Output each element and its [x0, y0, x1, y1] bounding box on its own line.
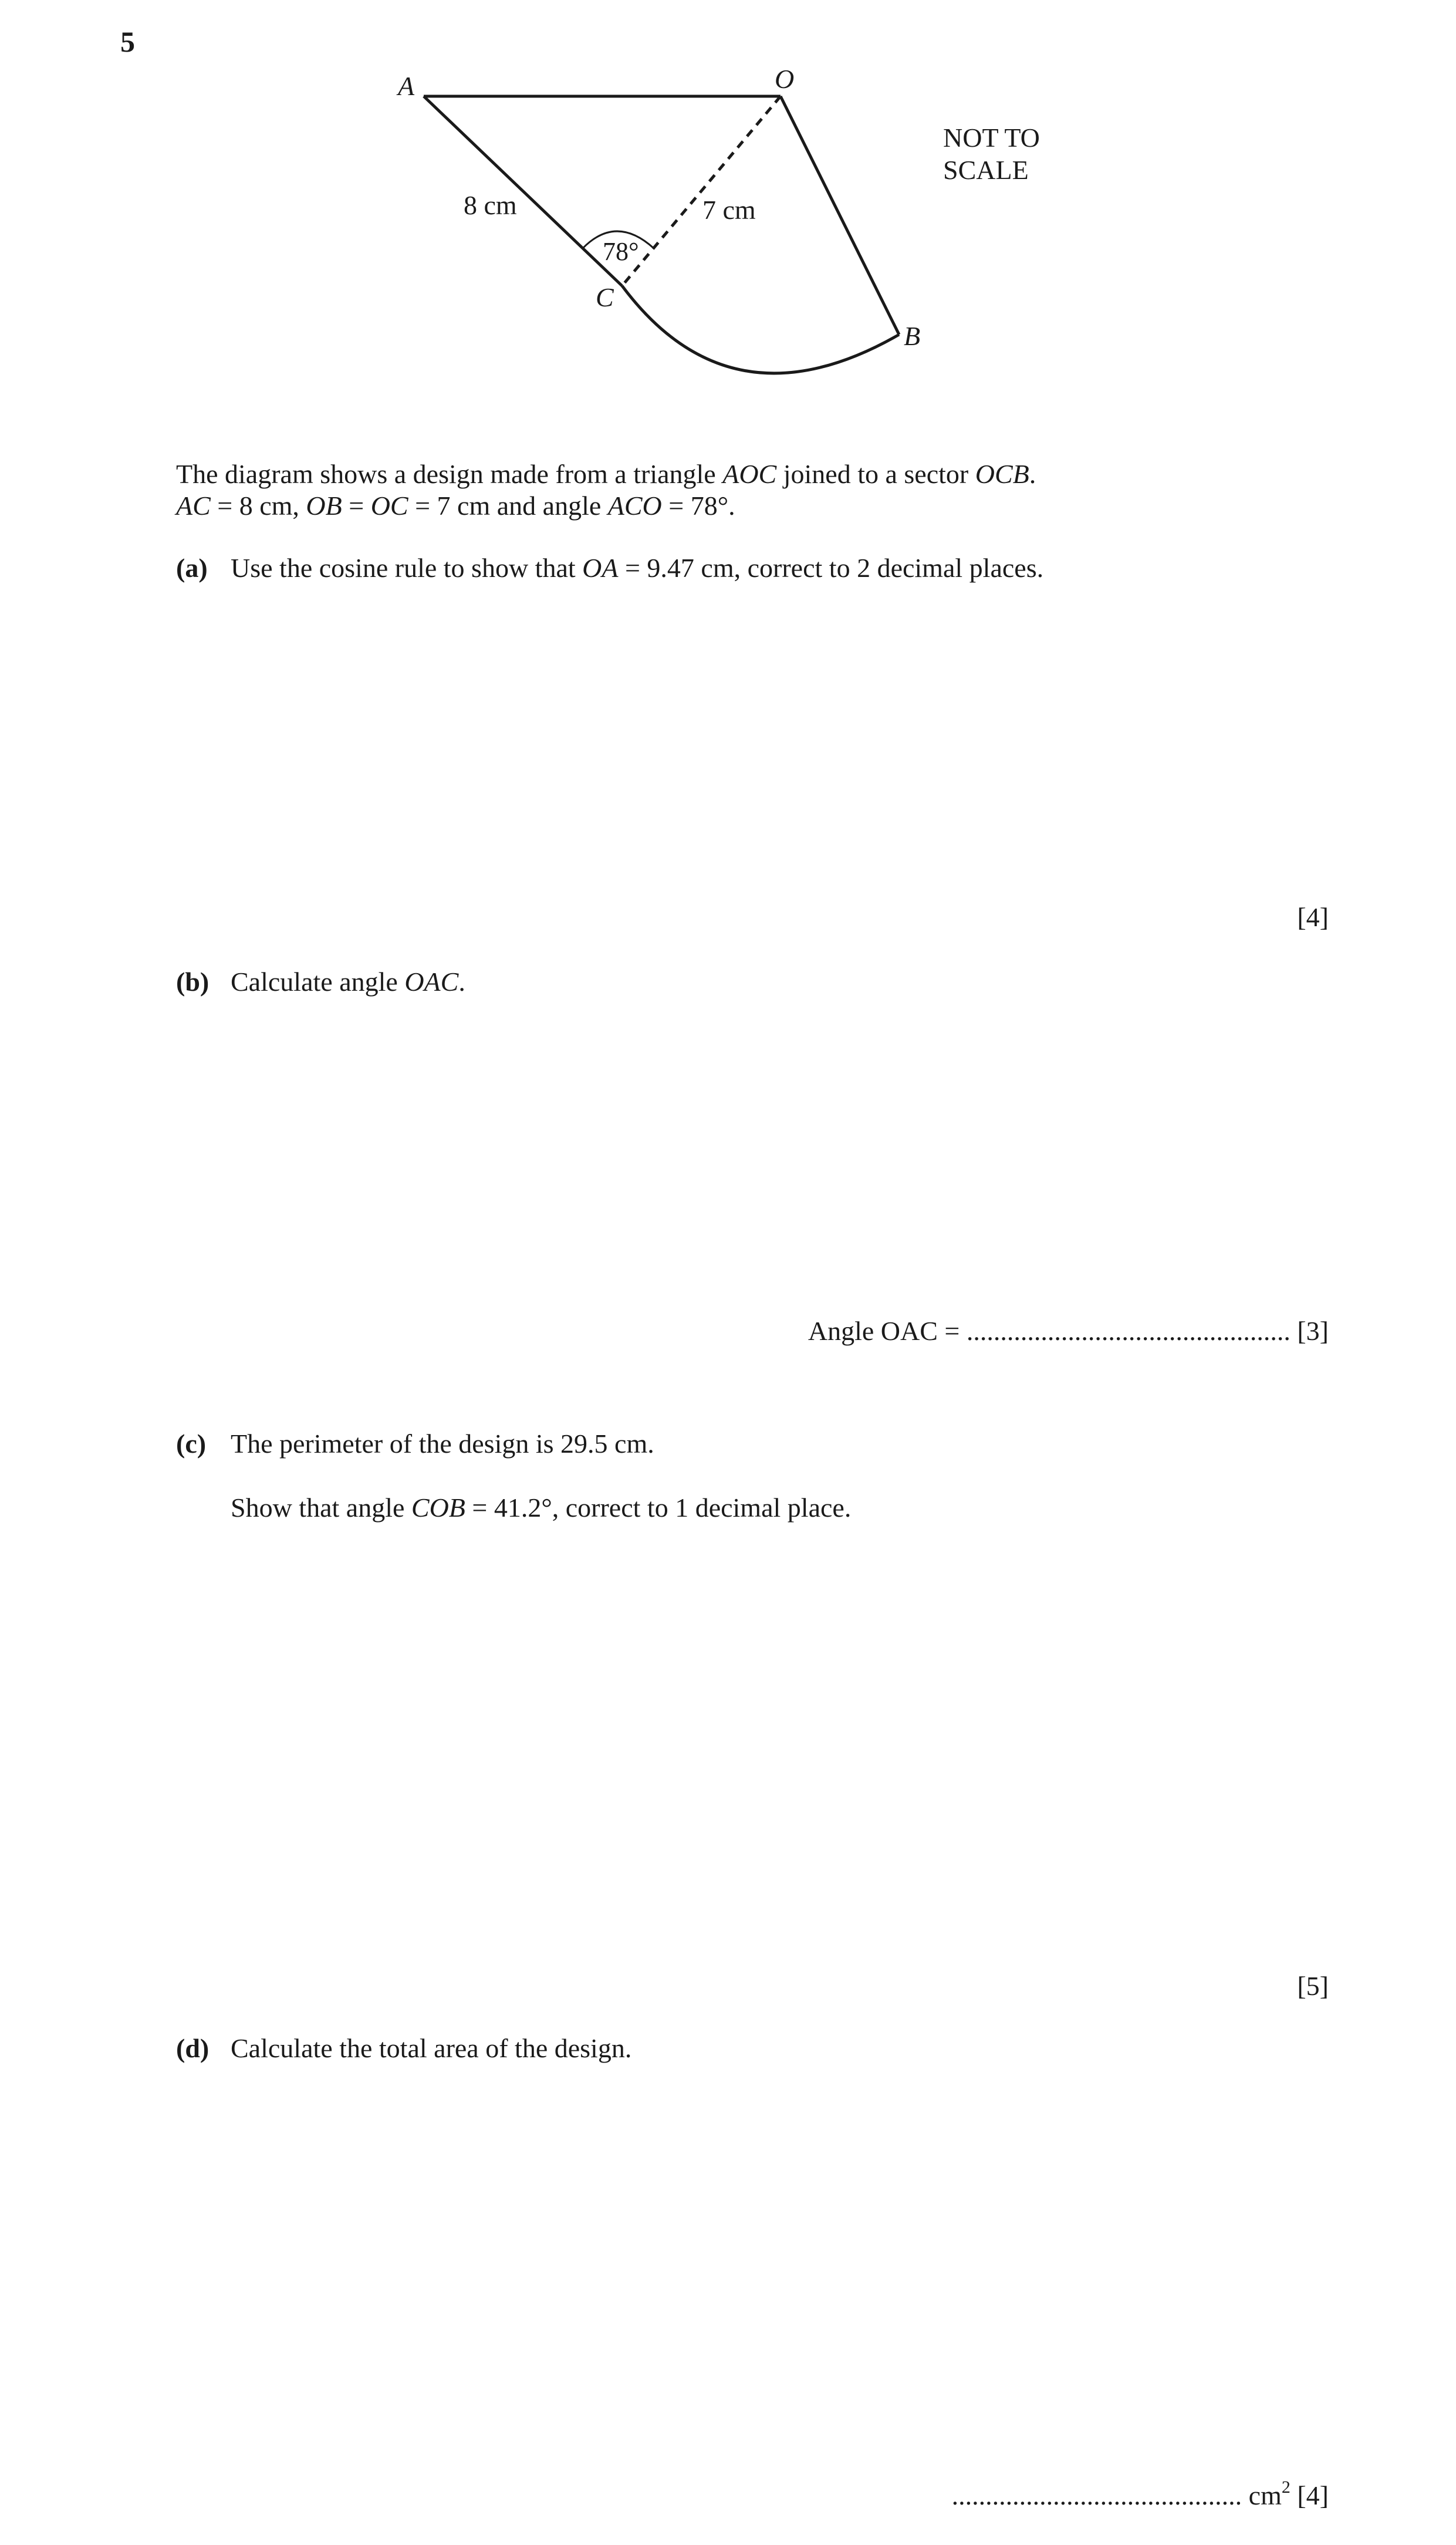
part-d-text: Calculate the total area of the design. [231, 2033, 632, 2063]
part-a-text: Use the cosine rule to show that OA = 9.47 cm, correct to 2 decimal places. [231, 553, 1044, 583]
part-b-marks: [3] [1297, 1316, 1329, 1346]
part-d-answer-line [952, 2479, 1329, 2512]
label-oc-length: 7 cm [702, 195, 756, 225]
label-o: O [775, 64, 795, 94]
part-c-marks: [5] [1297, 1971, 1329, 2001]
part-b-text: Calculate angle OAC. [231, 967, 465, 997]
question-number: 5 [120, 25, 135, 58]
part-b-answer-field[interactable]: ................................................ [966, 1316, 1291, 1346]
label-b: B [904, 321, 921, 351]
part-b-label: (b) [176, 967, 210, 997]
part-d-marks: [4] [1297, 2480, 1329, 2510]
part-c-label: (c) [176, 1429, 207, 1459]
line-oc-dashed [622, 96, 781, 286]
part-c-text-1: The perimeter of the design is 29.5 cm. [231, 1429, 654, 1459]
label-c: C [596, 282, 614, 312]
part-a-label: (a) [176, 553, 208, 583]
not-to-scale-line1: NOT TO [943, 123, 1040, 153]
arc-cb [622, 286, 899, 373]
part-c-text-2: Show that angle COB = 41.2°, correct to 1 decimal place. [231, 1493, 852, 1523]
part-d-unit: $cm^2$ [1248, 2478, 1291, 2510]
line-ac [424, 96, 622, 286]
label-a: A [398, 71, 415, 101]
geometry-diagram [0, 0, 1456, 411]
line-ob [781, 96, 899, 335]
intro-line-2: AC = 8 cm, OB = OC = 7 cm and angle ACO = 78°. [176, 491, 735, 521]
part-b-answer-line: Angle OAC = ................................................ [3] [808, 1316, 1329, 1346]
intro-line-1: The diagram shows a design made from a triangle AOC joined to a sector OCB. [176, 459, 1036, 489]
label-angle: 78° [603, 237, 639, 266]
not-to-scale-line2: SCALE [943, 155, 1029, 185]
label-ac-length: 8 cm [464, 190, 517, 220]
part-d-label: (d) [176, 2033, 210, 2063]
part-a-marks: [4] [1297, 902, 1329, 932]
part-d-answer-field[interactable]: ........................................... [951, 2480, 1242, 2510]
